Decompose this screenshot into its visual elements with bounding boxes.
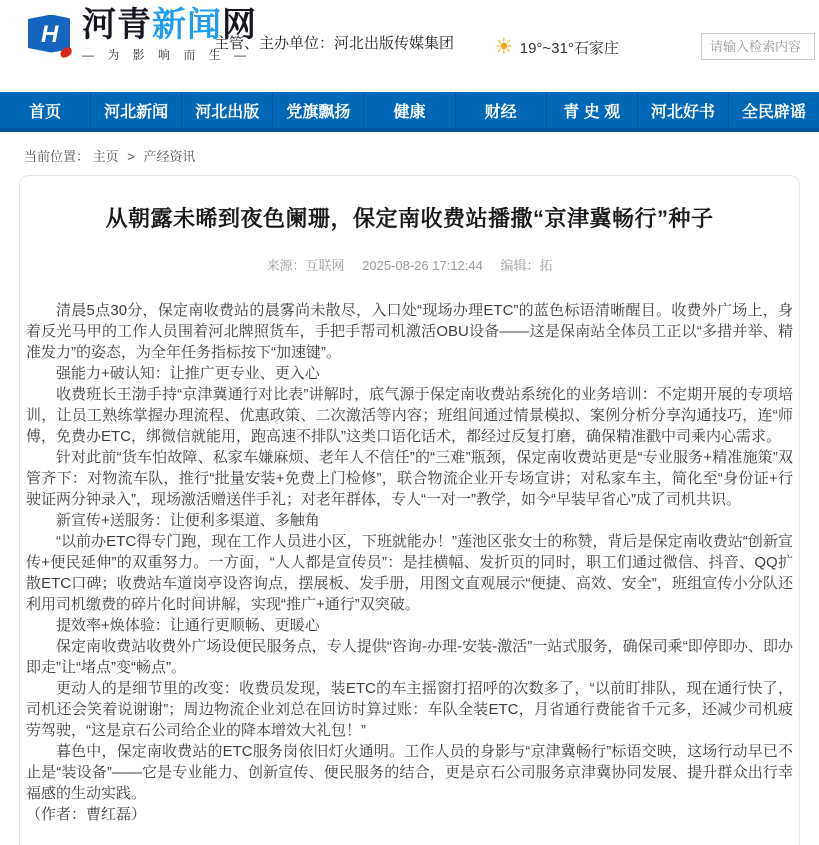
logo-icon: [28, 13, 74, 59]
breadcrumb-home-link[interactable]: 主页: [92, 149, 119, 164]
article-source: 来源：互联网: [266, 258, 345, 273]
nav-item-5[interactable]: 健康: [363, 92, 454, 128]
article-meta: [26, 255, 793, 274]
nav-item-4[interactable]: 党旗飘扬: [272, 92, 363, 128]
weather-text: 19°~31°石家庄: [519, 39, 619, 57]
article-container: [19, 175, 800, 845]
site-tagline: — 为 影 响 而 生 —: [82, 48, 252, 62]
site-title: 河青新闻网: [82, 6, 257, 44]
article-paragraph: 更动人的是细节里的改变：收费员发现，装ETC的车主摇窗打招呼的次数多了，“以前盯排队，现在通行快了，司机还会笑着说谢谢”；周边物流企业刘总在回访时算过账：车队全装ETC，月省通行费能省千元多，还减少司机疲劳驾驶，“这是京石公司给企业的降本增效大礼包！”: [26, 680, 793, 739]
article-author: （作者：曹红磊）: [26, 806, 147, 823]
article-paragraph: “以前办ETC得专门跑，现在工作人员进小区，下班就能办！”莲池区张女士的称赞，背后是保定南收费站“创新宣传+便民延伸”的双重努力。一方面，“人人都是宣传员”：是挂横幅、发折页的同时，职工们通过微信、抖音、QQ扩散ETC口碑；收费站车道岗亭设咨询点，摆展板、发手册，用图文直观展示“便捷、高效、安全”，班组宣传小分队还利用司机缴费的碎片化时间讲解，实现“推广+通行”双突破。: [26, 533, 793, 613]
breadcrumb-label: 当前位置：: [24, 149, 90, 164]
article-datetime: 2025-08-26 17:12:44: [362, 258, 483, 273]
nav-item-6[interactable]: 财经: [455, 92, 546, 128]
search-input[interactable]: [701, 33, 815, 60]
article-paragraph: 保定南收费站收费外广场设便民服务点，专人提供“咨询-办理-安装-激活”一站式服务，确保司乘“即停即办、即办即走”让“堵点”变“畅点”。: [26, 638, 793, 676]
article-title: 从朝露未晞到夜色阑珊，保定南收费站播撒“京津冀畅行”种子: [105, 206, 714, 231]
article-body: [26, 300, 793, 825]
article-paragraph: 针对此前“货车怕故障、私家车嫌麻烦、老年人不信任”的“三难”瓶颈，保定南收费站更是“专业服务+精准施策”双管齐下：对物流车队，推行“批量安装+免费上门检修”，联合物流企业开专场宣讲；对私家车主，简化至“身份证+行驶证两分钟录入”，现场激活赠送伴手礼；对老年群体，专人“一对一”教学，如今“早装早省心”成了司机共识。: [26, 449, 793, 508]
nav-item-9[interactable]: 全民辟谣: [728, 92, 819, 128]
main-nav: [0, 92, 819, 132]
sponsor-text: 主管、主办单位：河北出版传媒集团: [214, 35, 455, 52]
nav-item-7[interactable]: 青 史 观: [546, 92, 637, 128]
breadcrumb: [0, 132, 819, 175]
article-paragraph: 清晨5点30分，保定南收费站的晨雾尚未散尽，入口处“现场办理ETC”的蓝色标语清晰醒目。收费外广场上，身着反光马甲的工作人员围着河北牌照货车，手把手帮司机激活OBU设备——这是保南站全体员工正以“多措并举、精准发力”的姿态，为全年任务指标按下“加速键”。: [26, 302, 793, 361]
article-paragraph: 提效率+焕体验：让通行更顺畅、更暖心: [56, 617, 320, 634]
article-paragraph: 收费班长王渤手持“京津冀通行对比表”讲解时，底气源于保定南收费站系统化的业务培训：不定期开展的专项培训，让员工熟练掌握办理流程、优惠政策、二次激活等内容；班组间通过情景模拟、案例分析分享沟通技巧，连“师傅，免费办ETC，绑微信就能用，跑高速不排队”这类口语化话术，都经过反复打磨，确保精准戳中司乘内心需求。: [26, 386, 793, 445]
article-paragraph: 强能力+破认知：让推广更专业、更入心: [56, 365, 320, 382]
article-paragraph: 暮色中，保定南收费站的ETC服务岗依旧灯火通明。工作人员的身影与“京津冀畅行”标语交映，这场行动早已不止是“装设备”——它是专业能力、创新宣传、便民服务的结合，更是京石公司服务京津冀协同发展、提升群众出行幸福感的生动实践。: [26, 743, 793, 802]
weather-widget: [494, 36, 619, 58]
breadcrumb-category-link[interactable]: 产经资讯: [143, 149, 196, 164]
sun-icon: ☀: [494, 34, 514, 59]
nav-item-1[interactable]: 首页: [29, 103, 62, 121]
logo-letter: H: [41, 20, 59, 48]
breadcrumb-separator: >: [127, 149, 135, 164]
nav-item-8[interactable]: 河北好书: [637, 92, 728, 128]
nav-item-2[interactable]: 河北新闻: [90, 92, 181, 128]
article-paragraph: 新宣传+送服务：让便利多渠道、多触角: [56, 512, 320, 529]
article-editor: 编辑：拓: [500, 258, 553, 273]
nav-item-3[interactable]: 河北出版: [181, 92, 272, 128]
site-header: [0, 0, 819, 92]
